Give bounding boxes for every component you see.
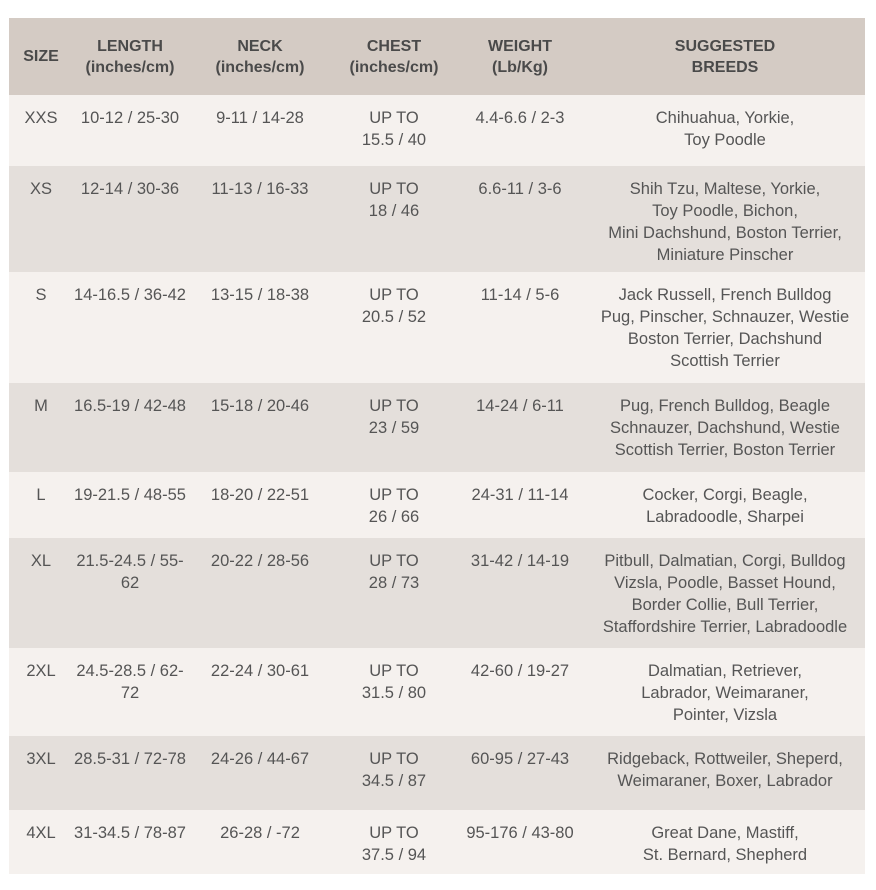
cell-neck: 24-26 / 44-67 — [187, 736, 333, 810]
cell-breeds: Ridgeback, Rottweiler, Sheperd, Weimaraner, Boxer, Labrador — [585, 736, 865, 810]
cell-chest: UP TO 31.5 / 80 — [333, 648, 455, 736]
cell-neck: 13-15 / 18-38 — [187, 272, 333, 383]
cell-length: 14-16.5 / 36-42 — [73, 272, 187, 383]
cell-length: 19-21.5 / 48-55 — [73, 472, 187, 538]
cell-size: XXS — [9, 95, 73, 166]
cell-chest: UP TO 18 / 46 — [333, 166, 455, 272]
cell-neck: 11-13 / 16-33 — [187, 166, 333, 272]
size-chart-table — [9, 18, 865, 874]
cell-chest: UP TO 26 / 66 — [333, 472, 455, 538]
cell-neck: 15-18 / 20-46 — [187, 383, 333, 472]
cell-weight: 31-42 / 14-19 — [455, 538, 585, 648]
cell-length: 31-34.5 / 78-87 — [73, 810, 187, 874]
cell-size: XS — [9, 166, 73, 272]
cell-length: 24.5-28.5 / 62-72 — [73, 648, 187, 736]
header-neck: NECK (inches/cm) — [187, 18, 333, 95]
cell-size: M — [9, 383, 73, 472]
cell-weight: 95-176 / 43-80 — [455, 810, 585, 874]
cell-breeds: Dalmatian, Retriever, Labrador, Weimaraner, Pointer, Vizsla — [585, 648, 865, 736]
cell-length: 16.5-19 / 42-48 — [73, 383, 187, 472]
cell-breeds: Shih Tzu, Maltese, Yorkie, Toy Poodle, Bichon, Mini Dachshund, Boston Terrier, Miniature Pinscher — [585, 166, 865, 272]
cell-size: 4XL — [9, 810, 73, 874]
cell-breeds: Pug, French Bulldog, Beagle Schnauzer, Dachshund, Westie Scottish Terrier, Boston Terrier — [585, 383, 865, 472]
cell-weight: 60-95 / 27-43 — [455, 736, 585, 810]
cell-size: S — [9, 272, 73, 383]
header-length: LENGTH (inches/cm) — [73, 18, 187, 95]
cell-length: 12-14 / 30-36 — [73, 166, 187, 272]
cell-weight: 24-31 / 11-14 — [455, 472, 585, 538]
cell-weight: 6.6-11 / 3-6 — [455, 166, 585, 272]
header-weight: WEIGHT (Lb/Kg) — [455, 18, 585, 95]
cell-chest: UP TO 34.5 / 87 — [333, 736, 455, 810]
cell-breeds: Great Dane, Mastiff, St. Bernard, Shepherd — [585, 810, 865, 874]
cell-chest: UP TO 15.5 / 40 — [333, 95, 455, 166]
cell-breeds: Chihuahua, Yorkie, Toy Poodle — [585, 95, 865, 166]
cell-chest: UP TO 28 / 73 — [333, 538, 455, 648]
cell-neck: 22-24 / 30-61 — [187, 648, 333, 736]
cell-neck: 9-11 / 14-28 — [187, 95, 333, 166]
cell-size: 2XL — [9, 648, 73, 736]
header-chest: CHEST (inches/cm) — [333, 18, 455, 95]
cell-neck: 26-28 / -72 — [187, 810, 333, 874]
cell-length: 21.5-24.5 / 55-62 — [73, 538, 187, 648]
header-suggested-breeds: SUGGESTED BREEDS — [585, 18, 865, 95]
cell-size: L — [9, 472, 73, 538]
cell-chest: UP TO 23 / 59 — [333, 383, 455, 472]
cell-length: 10-12 / 25-30 — [73, 95, 187, 166]
cell-neck: 20-22 / 28-56 — [187, 538, 333, 648]
cell-weight: 14-24 / 6-11 — [455, 383, 585, 472]
cell-chest: UP TO 37.5 / 94 — [333, 810, 455, 874]
cell-length: 28.5-31 / 72-78 — [73, 736, 187, 810]
cell-chest: UP TO 20.5 / 52 — [333, 272, 455, 383]
cell-weight: 4.4-6.6 / 2-3 — [455, 95, 585, 166]
cell-breeds: Pitbull, Dalmatian, Corgi, Bulldog Vizsla, Poodle, Basset Hound, Border Collie, Bull Terrier, Staffordshire Terrier, Labradoodle — [585, 538, 865, 648]
cell-breeds: Cocker, Corgi, Beagle, Labradoodle, Sharpei — [585, 472, 865, 538]
cell-size: XL — [9, 538, 73, 648]
cell-weight: 42-60 / 19-27 — [455, 648, 585, 736]
cell-neck: 18-20 / 22-51 — [187, 472, 333, 538]
cell-size: 3XL — [9, 736, 73, 810]
header-size: SIZE — [9, 18, 73, 95]
cell-weight: 11-14 / 5-6 — [455, 272, 585, 383]
cell-breeds: Jack Russell, French Bulldog Pug, Pinscher, Schnauzer, Westie Boston Terrier, Dachshund Scottish Terrier — [585, 272, 865, 383]
